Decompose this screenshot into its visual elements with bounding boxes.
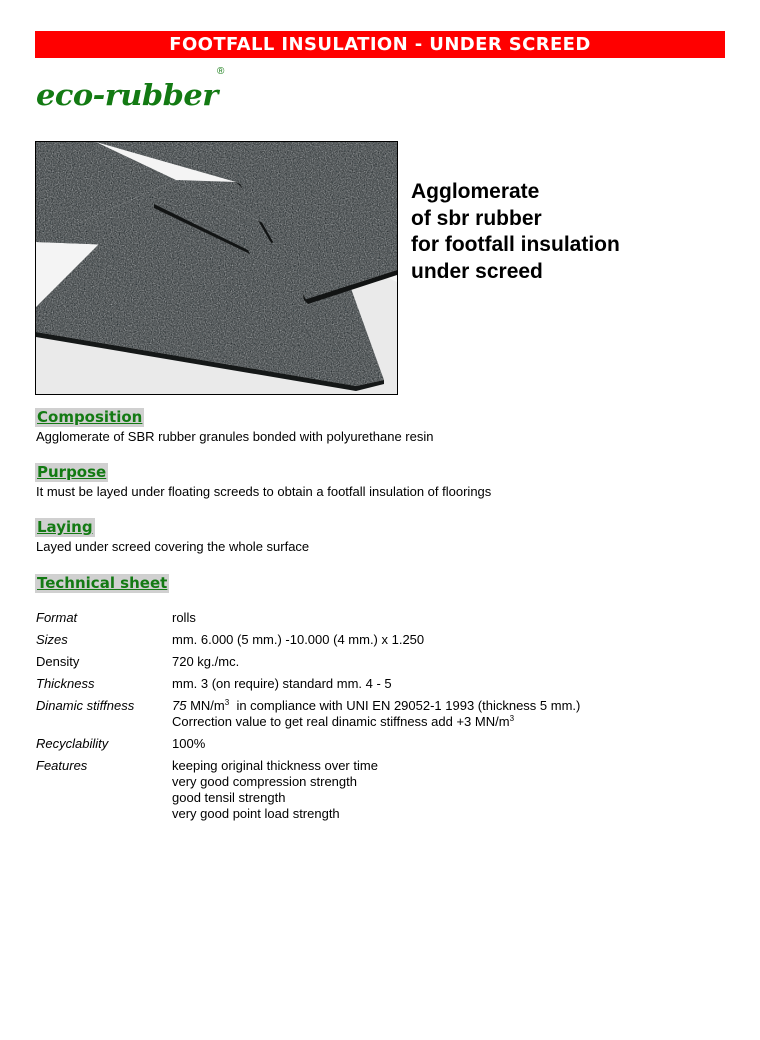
tech-value: 100% [172, 736, 206, 751]
tech-label: Dinamic stiffness [36, 698, 135, 713]
headline-line: for footfall insulation [411, 233, 620, 256]
purpose-text: It must be layed under floating screeds to obtain a footfall insulation of floorings [36, 484, 492, 499]
stiffness-note: Correction value to get real dinamic stiffness add +3 MN/m [172, 714, 510, 729]
stiffness-note-exponent: 3 [509, 714, 515, 723]
feature-item: very good compression strength [172, 774, 357, 789]
headline-line: of sbr rubber [411, 206, 542, 230]
product-photo [35, 141, 398, 395]
tech-label: Features [36, 758, 88, 773]
technical-sheet-heading: Technical sheet [37, 574, 168, 592]
tech-value: 720 kg./mc. [172, 654, 240, 669]
tech-value [172, 698, 580, 730]
eco-rubber-logo [36, 68, 236, 118]
feature-item: keeping original thickness over time [172, 758, 378, 773]
tech-value: rolls [172, 610, 196, 625]
stiffness-number: 75 [172, 698, 187, 713]
tech-label: Format [36, 610, 78, 625]
tech-label: Density [36, 654, 80, 669]
page-title-banner: FOOTFALL INSULATION - UNDER SCREED [35, 31, 725, 58]
composition-heading: Composition [37, 408, 143, 426]
laying-text: Layed under screed covering the whole surface [36, 539, 310, 554]
feature-item: good tensil strength [172, 790, 286, 805]
tech-value: mm. 3 (on require) standard mm. 4 - 5 [172, 676, 392, 691]
stiffness-note-line [172, 714, 580, 730]
feature-item: very good point load strength [172, 806, 340, 821]
product-headline [411, 179, 620, 285]
tech-value: mm. 6.000 (5 mm.) -10.000 (4 mm.) x 1.250 [172, 632, 425, 647]
laying-heading: Laying [37, 518, 93, 536]
stiffness-standard: in compliance with UNI EN 29052-1 1993 (thickness 5 mm.) [229, 698, 581, 713]
headline-line: Agglomerate [411, 180, 540, 203]
tech-value [172, 758, 378, 822]
registered-mark: ® [217, 66, 225, 77]
purpose-heading: Purpose [37, 463, 107, 481]
stiffness-unit: MN/m [190, 698, 225, 713]
stiffness-unit-exponent: 3 [224, 698, 230, 707]
tech-label: Thickness [36, 676, 95, 691]
logo-wordmark: eco-rubber [36, 78, 218, 112]
tech-label: Recyclability [36, 736, 109, 751]
composition-text: Agglomerate of SBR rubber granules bonded with polyurethane resin [36, 429, 434, 444]
stiffness-value-line [172, 698, 580, 714]
headline-line: under screed [411, 259, 543, 283]
tech-label: Sizes [36, 632, 68, 647]
